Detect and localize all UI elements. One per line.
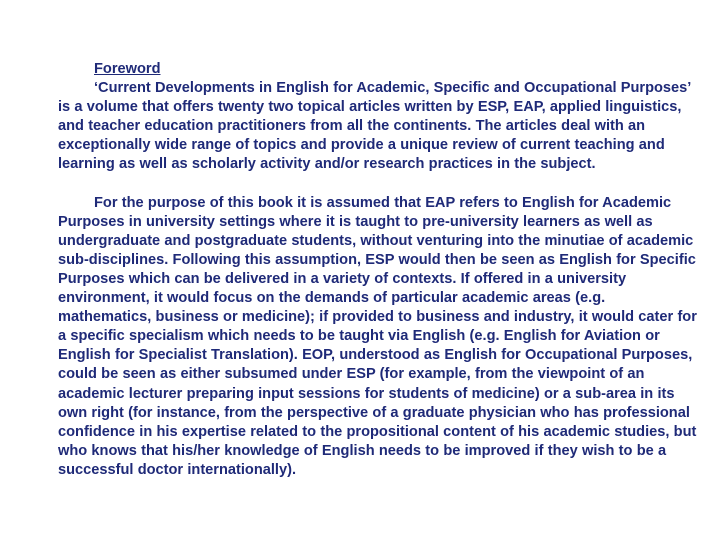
paragraph-definitions: For the purpose of this book it is assumed that EAP refers to English for Academic Purposes in university settings where it is taught to pre-university learners as well as undergraduate and postgraduate students, without venturing into the minutiae of academic sub-disciplines. Following this assumption, ESP would then be seen as English for Specific Purposes which can be delivered in a variety of contexts. If offered in a university environment, it would focus on the demands of particular academic areas (e.g. mathematics, business or medicine); if provided to business and industry, it would cater for a specific specialism which needs to be taught via English (e.g. English for Aviation or English for Specialist Translation). EOP, understood as English for Occupational Purposes, could be seen as either subsumed under ESP (for example, from the viewpoint of an academic lecturer preparing input sessions for students of medicine) or a sub-area in its own right (for instance, from the perspective of a graduate physician who has professional confidence in his expertise related to the propositional content of his academic studies, but who knows that his/her knowledge of English needs to be improved if they wish to be a successful doctor internationally).	[58, 194, 697, 478]
foreword-heading: Foreword	[94, 61, 161, 77]
document-page	[58, 60, 698, 480]
paragraph-intro: ‘Current Developments in English for Academic, Specific and Occupational Purposes’ is a volume that offers twenty two topical articles written by ESP, EAP, applied linguistics, and teacher education practitioners from all the continents. The articles deal with an exceptionally wide range of topics and provide a unique review of current teaching and learning as well as scholarly activity and/or research practices in the subject.	[58, 80, 691, 173]
paragraph-spacer	[58, 175, 698, 194]
